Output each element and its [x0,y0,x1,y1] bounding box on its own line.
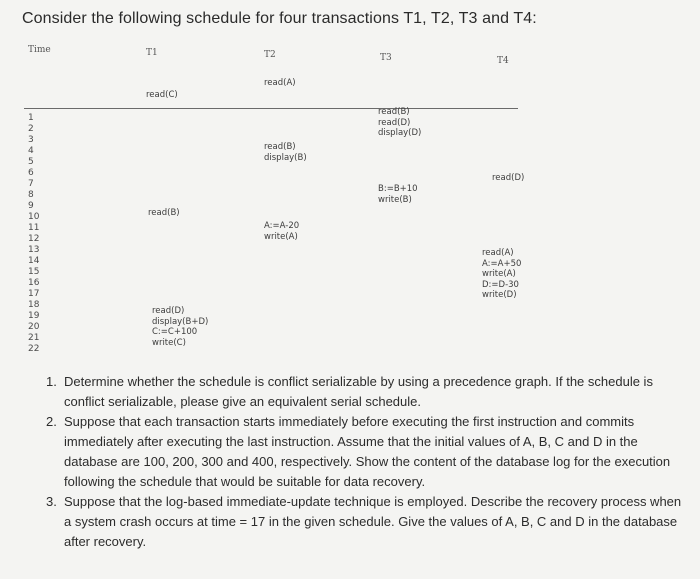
time-label: 22 [28,344,40,354]
t1-operation: display(B+D) [152,316,209,327]
question-text: Suppose that the log-based immediate-update technique is employed. Describe the recovery process when a system crash occurs at time = 17 in the given schedule. Give the values of A, B, C and D in the database after recovery. [64,494,682,549]
question-number: 1. [46,374,57,389]
t2-operation: A:=A-20 [264,221,300,231]
question-number: 3. [46,494,57,509]
t3-operation: display(D) [378,128,422,138]
header-t2: T2 [264,50,276,60]
time-label: 21 [28,333,40,343]
t2-operation: write(A) [264,231,298,242]
time-label: 17 [28,289,40,299]
t2-ops-group [264,78,296,89]
question-text: Suppose that each transaction starts immediately before executing the first instruction and commits immediately after executing the last instruction. Assume that the initial values of A, B, C and D in the database are 100, 200, 300 and 400, respectively. Show the content of the database log for the execution following the schedule that would be suitable for data recovery. [64,414,671,489]
t4-operation: write(A) [482,269,516,279]
header-divider [24,108,518,109]
time-column [28,113,39,355]
t2-operation: display(B) [264,152,307,163]
time-label: 8 [28,190,34,200]
time-label: 1 [28,113,34,123]
t4-operation: A:=A+50 [482,258,522,269]
time-label: 11 [28,223,40,233]
time-label: 3 [28,135,34,145]
question-text: Determine whether the schedule is conflict serializable by using a precedence graph. If the schedule is conflict serializable, please give an equivalent serial schedule. [64,374,653,409]
t1-operation: read(C) [146,90,178,100]
t4-operation: read(D) [492,173,525,183]
time-label: 2 [28,124,34,134]
time-label: 13 [28,245,40,255]
t4-operation: D:=D-30 [482,279,519,290]
t2-ops-group [264,221,299,242]
header-t3: T3 [380,53,392,63]
time-label: 14 [28,256,40,266]
header-t1: T1 [146,48,158,58]
t1-ops-group [146,90,178,101]
t4-operation: read(A) [482,248,514,258]
time-label: 7 [28,179,34,189]
t4-ops-group [482,248,521,301]
t1-operation: write(C) [152,337,186,348]
time-label: 15 [28,267,40,277]
time-label: 5 [28,157,34,167]
question-item [46,492,686,552]
time-label: 20 [28,322,40,332]
page-title: Consider the following schedule for four transactions T1, T2, T3 and T4: [22,10,537,27]
t1-ops-group [152,306,208,348]
question-list [46,372,686,552]
header-time: Time [28,45,51,55]
t3-operation: B:=B+10 [378,184,418,194]
time-label: 12 [28,234,40,244]
time-label: 16 [28,278,40,288]
question-number: 2. [46,414,57,429]
schedule-table [18,40,525,370]
t1-operation: read(B) [148,208,180,218]
t1-operation: read(D) [152,306,185,316]
t3-ops-group [378,107,421,139]
header-t4: T4 [497,56,509,66]
time-label: 18 [28,300,40,310]
question-item [46,412,686,492]
time-label: 9 [28,201,34,211]
t3-ops-group [378,184,418,205]
time-label: 6 [28,168,34,178]
t2-operation: read(A) [264,78,296,88]
t3-operation: write(B) [378,194,412,205]
t2-operation: read(B) [264,142,296,152]
t4-ops-group [492,173,524,184]
question-item [46,372,686,412]
t3-operation: read(B) [378,107,410,117]
t1-operation: C:=C+100 [152,327,198,337]
t2-ops-group [264,142,307,163]
t1-ops-group [148,208,180,219]
time-label: 4 [28,146,34,156]
time-label: 19 [28,311,40,321]
time-label: 10 [28,212,40,222]
t4-operation: write(D) [482,290,517,300]
t3-operation: read(D) [378,117,411,128]
